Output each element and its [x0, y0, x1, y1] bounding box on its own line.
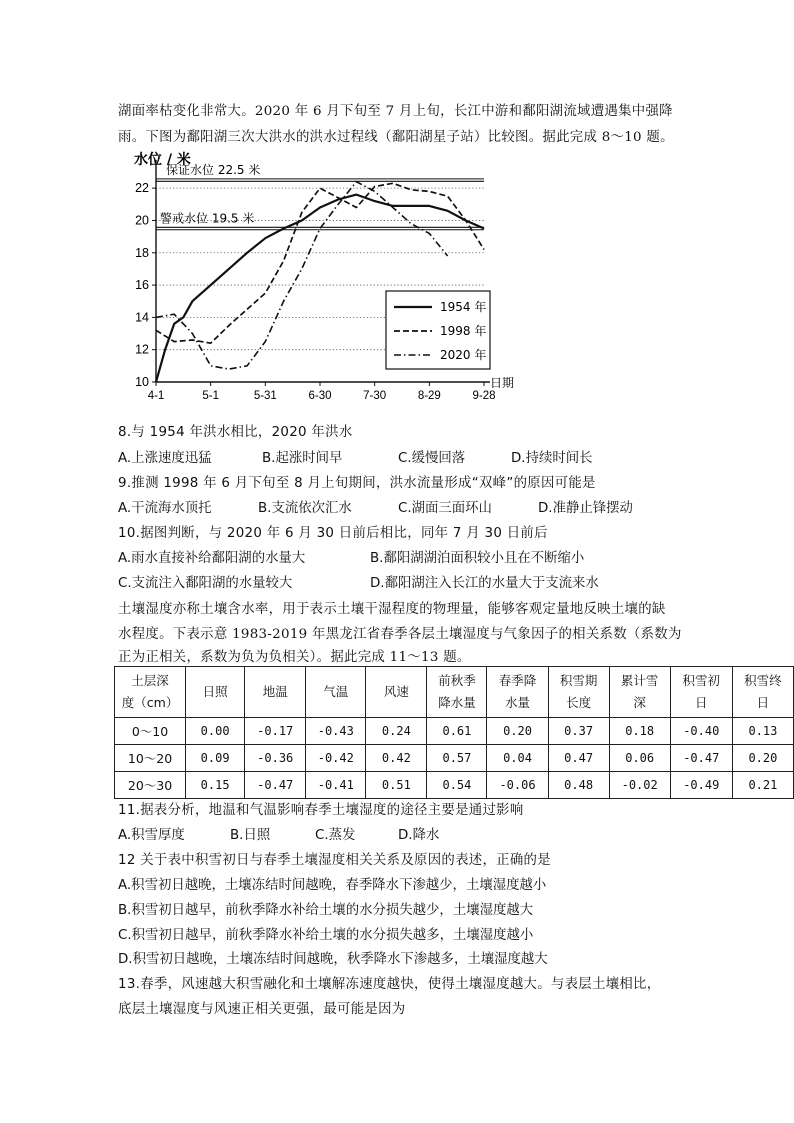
table-cell: 0.21 [732, 772, 793, 799]
table-cell: 0.04 [487, 745, 548, 772]
table-cell: -0.49 [670, 772, 732, 799]
q9-option-d[interactable]: D.准静止锋摆动 [538, 501, 633, 516]
q12-option-d[interactable]: D.积雪初日越晚，土壤冻结时间越晚，秋季降水下渗越多，土壤湿度越大 [118, 952, 548, 967]
table-cell: 0.42 [366, 745, 427, 772]
table-header-cell: 累计雪 深 [609, 667, 670, 718]
table-cell: -0.02 [609, 772, 670, 799]
table-cell: 0.20 [732, 745, 793, 772]
x-tick-label: 9-28 [472, 390, 496, 402]
flood-hydrograph-figure [118, 150, 522, 404]
table-cell: -0.40 [670, 718, 732, 745]
table-cell: 0.06 [609, 745, 670, 772]
legend-label: 1998 年 [440, 324, 487, 338]
x-tick-label: 5-31 [253, 390, 277, 402]
table-header-cell: 土层深 度（cm） [115, 667, 186, 718]
q12-option-c[interactable]: C.积雪初日越早，前秋季降水补给土壤的水分损失越多，土壤湿度越小 [118, 928, 534, 943]
table-header-cell: 积雪期 长度 [548, 667, 609, 718]
table-header-cell: 前秋季 降水量 [427, 667, 487, 718]
table-cell: 0.09 [186, 745, 245, 772]
table-header-cell: 地温 [245, 667, 306, 718]
table-cell: 0.47 [548, 745, 609, 772]
table-cell: 0.54 [427, 772, 487, 799]
x-axis-title: 日期 [490, 376, 515, 390]
x-tick-label: 5-1 [202, 390, 219, 402]
q13-stem-line-1: 13.春季，风速越大积雪融化和土壤解冻速度越快，使得土壤湿度越大。与表层土壤相比， [118, 977, 661, 992]
table-cell: -0.17 [245, 718, 306, 745]
table-cell-depth: 0～10 [115, 718, 186, 745]
q11-option-c[interactable]: C.蒸发 [315, 828, 356, 843]
table-header-cell: 风速 [366, 667, 427, 718]
intro2-line-3: 正为正相关，系数为负为负相关）。据此完成 11～13 题。 [118, 650, 471, 665]
legend-label: 2020 年 [440, 348, 487, 362]
q12-stem: 12 关于表中积雪初日与春季土壤湿度相关关系及原因的表述，正确的是 [118, 853, 551, 868]
q9-option-b[interactable]: B.支流依次汇水 [258, 501, 352, 516]
q10-option-d[interactable]: D.鄱阳湖注入长江的水量大于支流来水 [370, 576, 599, 591]
q11-option-a[interactable]: A.积雪厚度 [118, 828, 185, 843]
q9-option-c[interactable]: C.湖面三面环山 [398, 501, 492, 516]
q8-option-c[interactable]: C.缓慢回落 [398, 451, 466, 466]
q12-option-b[interactable]: B.积雪初日越早，前秋季降水补给土壤的水分损失越少，土壤湿度越大 [118, 903, 534, 918]
table-cell: -0.06 [487, 772, 548, 799]
table-cell: -0.43 [306, 718, 366, 745]
table-header-cell: 积雪初 日 [670, 667, 732, 718]
q12-option-a[interactable]: A.积雪初日越晚，土壤冻结时间越晚，春季降水下渗越少，土壤湿度越小 [118, 878, 547, 893]
table-header-cell: 积雪终 日 [732, 667, 793, 718]
q13-stem-line-2: 底层土壤湿度与风速正相关更强，最可能是因为 [118, 1002, 406, 1017]
x-tick-label: 6-30 [308, 390, 332, 402]
y-tick-label: 10 [135, 375, 149, 389]
q8-option-b[interactable]: B.起涨时间早 [262, 451, 343, 466]
table-row [115, 718, 794, 745]
q11-option-b[interactable]: B.日照 [230, 828, 271, 843]
intro2-line-2: 水程度。下表示意 1983-2019 年黑龙江省春季各层土壤湿度与气象因子的相关系数（系数为 [118, 627, 682, 642]
y-axis-title: 水位 / 米 [134, 152, 191, 168]
q11-option-d[interactable]: D.降水 [398, 828, 440, 843]
intro-line-2: 雨。下图为鄱阳湖三次大洪水的洪水过程线（鄱阳湖星子站）比较图。据此完成 8～10 题。 [118, 130, 674, 145]
table-cell: 0.48 [548, 772, 609, 799]
table-cell: -0.41 [306, 772, 366, 799]
y-tick-label: 22 [135, 181, 149, 196]
legend-label: 1954 年 [440, 300, 487, 314]
y-tick-label: 20 [135, 213, 149, 228]
q10-option-a[interactable]: A.雨水直接补给鄱阳湖的水量大 [118, 551, 306, 566]
q9-stem: 9.推测 1998 年 6 月下旬至 8 月上旬期间，洪水流量形成“双峰”的原因可能是 [118, 476, 596, 491]
table-cell: -0.47 [245, 772, 306, 799]
table-cell: -0.42 [306, 745, 366, 772]
table-cell: 0.57 [427, 745, 487, 772]
table-cell: 0.51 [366, 772, 427, 799]
table-cell-depth: 10～20 [115, 745, 186, 772]
q8-option-a[interactable]: A.上涨速度迅猛 [118, 451, 212, 466]
y-tick-label: 18 [135, 245, 149, 260]
x-tick-label: 7-30 [363, 390, 387, 402]
q8-option-d[interactable]: D.持续时间长 [511, 451, 593, 466]
intro2-line-1: 土壤湿度亦称土壤含水率，用于表示土壤干湿程度的物理量，能够客观定量地反映土壤的缺 [118, 602, 666, 617]
q10-stem: 10.据图判断，与 2020 年 6 月 30 日前后相比，同年 7 月 30 日前后 [118, 526, 548, 541]
q11-stem: 11.据表分析，地温和气温影响春季土壤湿度的途径主要是通过影响 [118, 803, 524, 818]
x-tick-label: 4-1 [147, 390, 165, 402]
table-header-cell: 春季降 水量 [487, 667, 548, 718]
table-row [115, 745, 794, 772]
table-cell: 0.18 [609, 718, 670, 745]
table-header-cell: 日照 [186, 667, 245, 718]
table-header-cell: 气温 [306, 667, 366, 718]
flood-hydrograph-chart [118, 150, 522, 404]
q10-option-c[interactable]: C.支流注入鄱阳湖的水量较大 [118, 576, 293, 591]
y-tick-label: 14 [135, 310, 149, 325]
y-tick-label: 12 [135, 342, 149, 357]
q8-stem: 8.与 1954 年洪水相比，2020 年洪水 [118, 425, 353, 440]
intro-line-1: 湖面率枯变化非常大。2020 年 6 月下旬至 7 月上旬，长江中游和鄱阳湖流域遭遇集中强降 [118, 104, 673, 119]
q10-option-b[interactable]: B.鄱阳湖湖泊面积较小且在不断缩小 [370, 551, 585, 566]
table-cell: -0.47 [670, 745, 732, 772]
y-tick-label: 16 [135, 278, 149, 293]
table-cell: -0.36 [245, 745, 306, 772]
table-header-row [115, 667, 794, 718]
reference-line-label: 保证水位 22.5 米 [166, 163, 261, 178]
table-cell: 0.13 [732, 718, 793, 745]
q9-option-a[interactable]: A.干流海水顶托 [118, 501, 212, 516]
table-cell: 0.00 [186, 718, 245, 745]
table-cell: 0.37 [548, 718, 609, 745]
table-row [115, 772, 794, 799]
table-cell: 0.20 [487, 718, 548, 745]
soil-moisture-correlation-table [114, 666, 794, 799]
x-tick-label: 8-29 [417, 390, 441, 402]
table-cell-depth: 20～30 [115, 772, 186, 799]
reference-line-label: 警戒水位 19.5 米 [160, 211, 255, 226]
table-cell: 0.15 [186, 772, 245, 799]
table-cell: 0.61 [427, 718, 487, 745]
table-cell: 0.24 [366, 718, 427, 745]
